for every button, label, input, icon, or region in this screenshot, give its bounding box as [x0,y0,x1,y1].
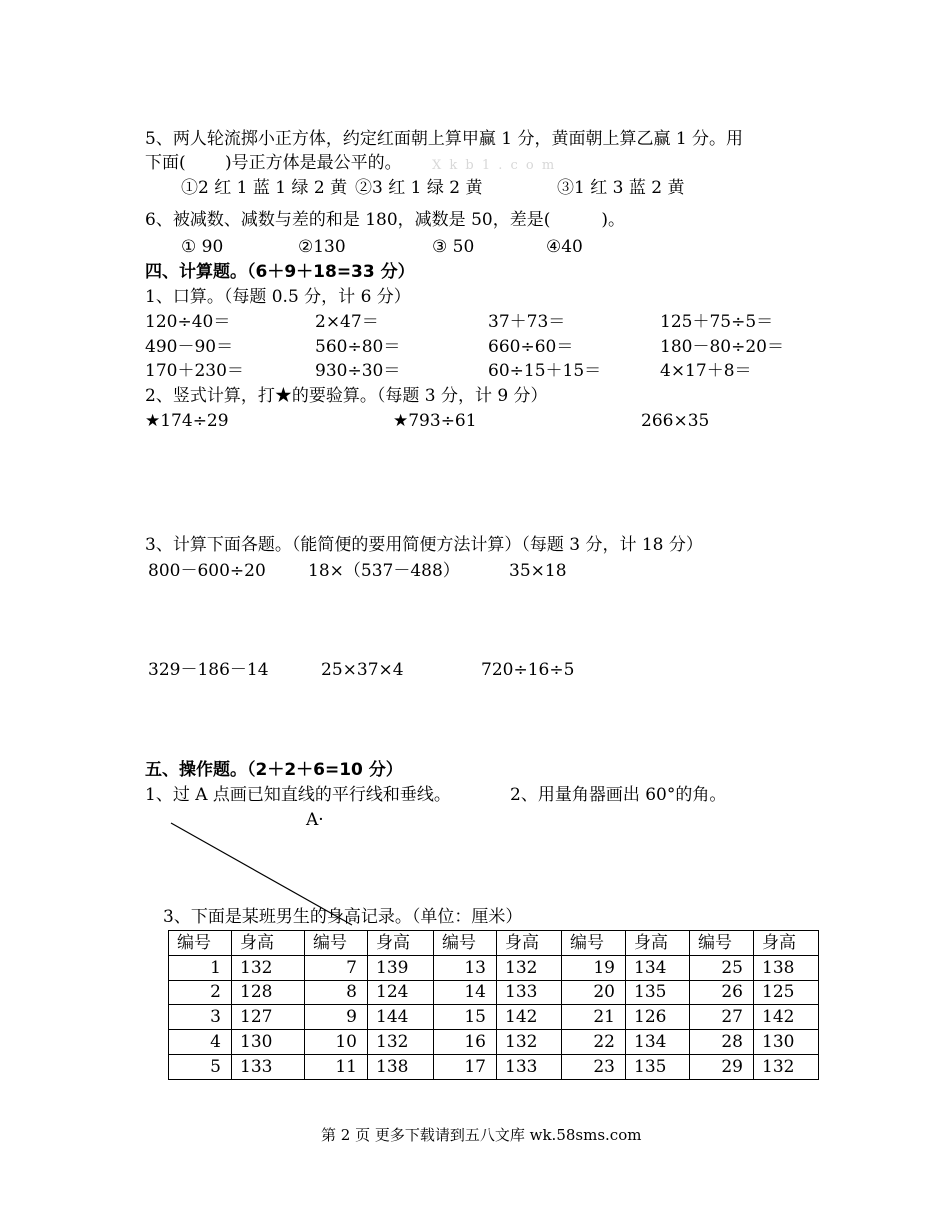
section4-title: 四、计算题。（6＋9＋18=33 分） [145,262,415,282]
table-cell: 132 [232,955,305,980]
header-cell: 身高 [626,931,690,956]
section5-sub1: 1、过 A 点画已知直线的平行线和垂线。 [145,785,451,805]
oral-r3-c4: 4×17＋8＝ [660,361,752,381]
vertical-3: 266×35 [641,411,710,431]
table-cell: 130 [232,1030,305,1055]
table-cell: 11 [305,1054,368,1079]
section5-sub2: 2、用量角器画出 60°的角。 [510,785,727,805]
header-cell: 编号 [690,931,754,956]
table-cell: 25 [690,955,754,980]
q5-option-3: ③1 红 3 蓝 2 黄 [557,178,685,198]
q6-option-4: ④40 [546,237,583,257]
point-a-label: A· [306,810,324,830]
table-cell: 134 [626,1030,690,1055]
oral-r1-c4: 125＋75÷5＝ [660,312,774,332]
oral-r1-c1: 120÷40＝ [145,312,231,332]
section4-sub3: 3、计算下面各题。（能简便的要用简便方法计算）（每题 3 分，计 18 分） [145,535,703,555]
table-cell: 29 [690,1054,754,1079]
calc-r2-c2: 25×37×4 [321,660,404,680]
table-cell: 10 [305,1030,368,1055]
table-cell: 124 [368,980,434,1005]
vertical-1: ★174÷29 [145,411,229,431]
table-cell: 135 [626,1054,690,1079]
table-row [169,980,819,1005]
oral-r2-c3: 660÷60＝ [488,337,574,357]
oral-r1-c2: 2×47＝ [315,312,379,332]
table-row [169,1005,819,1030]
table-header-row [169,931,819,956]
vertical-2: ★793÷61 [393,411,477,431]
table-cell: 133 [497,1054,562,1079]
oral-r3-c3: 60÷15＋15＝ [488,361,602,381]
header-cell: 编号 [305,931,368,956]
table-cell: 134 [626,955,690,980]
table-cell: 132 [368,1030,434,1055]
calc-r2-c3: 720÷16÷5 [481,660,575,680]
table-row [169,1054,819,1079]
section4-sub2: 2、竖式计算，打★的要验算。（每题 3 分，计 9 分） [145,386,548,406]
table-cell: 5 [169,1054,232,1079]
table-cell: 127 [232,1005,305,1030]
table-cell: 130 [754,1030,819,1055]
table-cell: 132 [497,1030,562,1055]
table-cell: 128 [232,980,305,1005]
table-cell: 125 [754,980,819,1005]
calc-r1-c1: 800－600÷20 [148,561,266,581]
header-cell: 身高 [754,931,819,956]
table-cell: 22 [562,1030,626,1055]
table-cell: 132 [497,955,562,980]
table-cell: 138 [754,955,819,980]
table-cell: 9 [305,1005,368,1030]
table-cell: 13 [434,955,497,980]
table-cell: 7 [305,955,368,980]
oral-r2-c1: 490－90＝ [145,337,234,357]
table-cell: 135 [626,980,690,1005]
table-cell: 15 [434,1005,497,1030]
table-cell: 23 [562,1054,626,1079]
calc-r1-c2: 18×（537－488） [308,561,460,581]
header-cell: 编号 [434,931,497,956]
table-cell: 21 [562,1005,626,1030]
q6-option-1: ① 90 [181,237,224,257]
oral-r2-c2: 560÷80＝ [315,337,401,357]
table-cell: 144 [368,1005,434,1030]
table-cell: 133 [232,1054,305,1079]
table-cell: 2 [169,980,232,1005]
table-row [169,1030,819,1055]
q6-option-3: ③ 50 [432,237,475,257]
table-cell: 139 [368,955,434,980]
table-cell: 27 [690,1005,754,1030]
table-cell: 4 [169,1030,232,1055]
table-cell: 20 [562,980,626,1005]
table-row [169,955,819,980]
table-cell: 3 [169,1005,232,1030]
q6-line: 6、被减数、减数与差的和是 180，减数是 50，差是( )。 [145,210,625,230]
oral-r1-c3: 37＋73＝ [488,312,566,332]
table-cell: 17 [434,1054,497,1079]
q5-line2: 下面( )号正方体是最公平的。 [145,153,402,173]
table-cell: 133 [497,980,562,1005]
table-cell: 19 [562,955,626,980]
header-cell: 身高 [497,931,562,956]
calc-r1-c3: 35×18 [509,561,567,581]
height-table [168,930,819,1080]
table-cell: 8 [305,980,368,1005]
section5-title: 五、操作题。（2＋2＋6=10 分） [145,760,403,780]
q5-option-2: ②3 红 1 绿 2 黄 [355,178,483,198]
q6-option-2: ②130 [298,237,346,257]
table-cell: 126 [626,1005,690,1030]
table-cell: 138 [368,1054,434,1079]
header-cell: 编号 [169,931,232,956]
table-cell: 16 [434,1030,497,1055]
table-cell: 142 [497,1005,562,1030]
table-cell: 26 [690,980,754,1005]
header-cell: 编号 [562,931,626,956]
q5-option-1: ①2 红 1 蓝 1 绿 2 黄 [181,178,348,198]
page-footer: 第 2 页 更多下载请到五八文库 wk.58sms.com [321,1126,642,1144]
oral-r3-c1: 170＋230＝ [145,361,244,381]
calc-r2-c1: 329－186－14 [148,660,269,680]
oral-r2-c4: 180－80÷20＝ [660,337,784,357]
oral-r3-c2: 930÷30＝ [315,361,401,381]
header-cell: 身高 [368,931,434,956]
table-cell: 142 [754,1005,819,1030]
table-cell: 14 [434,980,497,1005]
table-cell: 28 [690,1030,754,1055]
header-cell: 身高 [232,931,305,956]
watermark: X k b 1 . c o m [432,158,557,173]
section4-sub1: 1、口算。（每题 0.5 分，计 6 分） [145,287,411,307]
section5-sub3: 3、下面是某班男生的身高记录。（单位：厘米） [163,907,523,927]
table-cell: 1 [169,955,232,980]
q5-line1: 5、两人轮流掷小正方体，约定红面朝上算甲赢 1 分，黄面朝上算乙赢 1 分。用 [145,129,744,149]
table-cell: 132 [754,1054,819,1079]
